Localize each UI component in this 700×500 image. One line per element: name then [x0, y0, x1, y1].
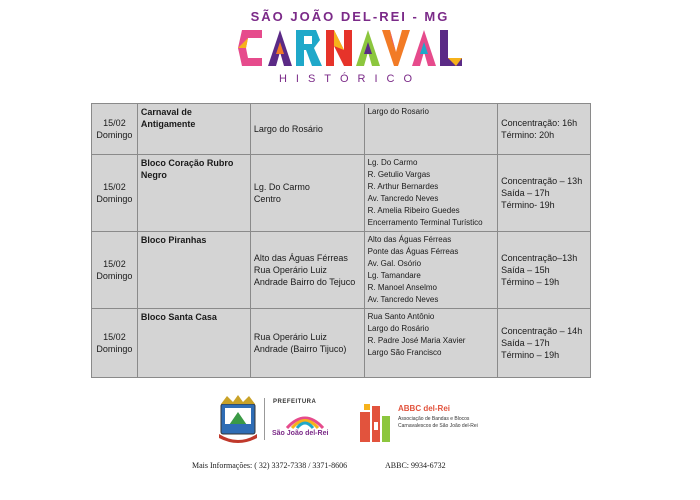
cell-line: Domingo: [96, 271, 133, 281]
abbc-name: ABBC del-Rei: [398, 404, 451, 413]
date-cell: [92, 104, 138, 155]
prefeitura-city: São João del-Rei: [272, 430, 329, 437]
cell-line: R. Getulio Vargas: [367, 170, 431, 179]
cell-line: 15/02: [103, 332, 126, 342]
cell-line: Término- 19h: [501, 200, 555, 210]
prefeitura-emblem-icon: [285, 408, 325, 430]
table-row: [92, 104, 591, 155]
cell-line: Av. Tancredo Neves: [367, 194, 439, 203]
city-title: SÃO JOÃO DEL-REI - MG: [250, 9, 450, 24]
cell-line: Saída – 17h: [501, 338, 550, 348]
location-cell: [250, 104, 364, 155]
historico-subtitle: HISTÓRICO: [278, 73, 422, 85]
cell-line: Lg. Tamandare: [367, 271, 421, 280]
cell-line: Rua Operário Luiz: [253, 332, 327, 342]
page-footer: [0, 390, 700, 500]
cell-line: Saída – 15h: [501, 265, 550, 275]
cell-line: Domingo: [96, 194, 133, 204]
date-cell: [92, 155, 138, 232]
cell-line: Lg. Do Carmo: [253, 182, 310, 192]
bloco-name-cell: [137, 232, 250, 309]
abbc-description: Associação de Bandas e Blocos Carnavalescos de São João del-Rei: [398, 416, 478, 429]
cell-line: Largo do Rosário: [253, 124, 323, 134]
cell-line: Andrade (Bairro Tijuco): [253, 344, 347, 354]
cell-line: 15/02: [103, 259, 126, 269]
table-row: [92, 232, 591, 309]
cell-line: Saída – 17h: [501, 188, 550, 198]
cell-line: R. Padre José Maria Xavier: [367, 336, 466, 345]
cell-line: Concentração–13h: [501, 253, 578, 263]
time-cell: [498, 232, 591, 309]
abbc-contact: ABBC: 9934-6732: [385, 461, 446, 470]
cell-line: Ponte das Águas Férreas: [367, 247, 459, 256]
date-cell: [92, 309, 138, 378]
cell-text: Carnaval de Antigamente: [140, 107, 196, 129]
time-cell: [498, 155, 591, 232]
cell-line: Av. Gal. Osório: [367, 259, 422, 268]
cell-line: Av. Tancredo Neves: [367, 295, 439, 304]
time-cell: [498, 104, 591, 155]
cell-line: Concentração – 14h: [501, 326, 583, 336]
page-header: [0, 0, 700, 95]
cell-line: Largo do Rosario: [367, 107, 429, 116]
cell-text: Bloco Piranhas: [140, 235, 207, 245]
carnaval-logo: [236, 26, 464, 70]
cell-line: Domingo: [96, 130, 133, 140]
cell-line: Andrade Bairro do Tejuco: [253, 277, 356, 287]
route-cell: [364, 155, 498, 232]
cell-line: Concentração: 16h: [501, 118, 578, 128]
cell-line: Rua Santo Antônio: [367, 312, 435, 321]
cell-line: Término – 19h: [501, 350, 560, 360]
schedule-table: [91, 103, 591, 378]
cell-line: Encerramento Terminal Turístico: [367, 218, 483, 227]
cell-line: Término: 20h: [501, 130, 555, 140]
location-cell: [250, 155, 364, 232]
cell-line: Largo São Francisco: [367, 348, 442, 357]
cell-line: Lg. Do Carmo: [367, 158, 418, 167]
abbc-logo-icon: [358, 402, 392, 444]
location-cell: [250, 232, 364, 309]
cell-line: 15/02: [103, 118, 126, 128]
location-cell: [250, 309, 364, 378]
cell-line: Alto das Águas Férreas: [253, 253, 348, 263]
bloco-name-cell: [137, 155, 250, 232]
logo-divider: [264, 398, 265, 440]
bloco-name-cell: [137, 104, 250, 155]
table-row: [92, 309, 591, 378]
cell-line: R. Arthur Bernardes: [367, 182, 439, 191]
cell-text: Bloco Santa Casa: [140, 312, 217, 322]
cell-line: Alto das Águas Férreas: [367, 235, 452, 244]
time-cell: [498, 309, 591, 378]
cell-line: R. Amelia Ribeiro Guedes: [367, 206, 460, 215]
route-cell: [364, 309, 498, 378]
table-row: [92, 155, 591, 232]
cell-line: Término – 19h: [501, 277, 560, 287]
cell-line: Concentração – 13h: [501, 176, 583, 186]
cell-text: Bloco Coração Rubro Negro: [140, 158, 234, 180]
cell-line: Rua Operário Luiz: [253, 265, 327, 275]
cell-line: Centro: [253, 194, 281, 204]
cell-line: Domingo: [96, 344, 133, 354]
route-cell: [364, 104, 498, 155]
cell-line: Largo do Rosário: [367, 324, 429, 333]
date-cell: [92, 232, 138, 309]
contact-info: Mais Informações: ( 32) 3372-7338 / 3371-8606: [192, 461, 348, 470]
route-cell: [364, 232, 498, 309]
bloco-name-cell: [137, 309, 250, 378]
city-crest-icon: [217, 394, 259, 446]
prefeitura-label: PREFEITURA: [273, 399, 317, 405]
cell-line: 15/02: [103, 182, 126, 192]
cell-line: R. Manoel Anselmo: [367, 283, 437, 292]
